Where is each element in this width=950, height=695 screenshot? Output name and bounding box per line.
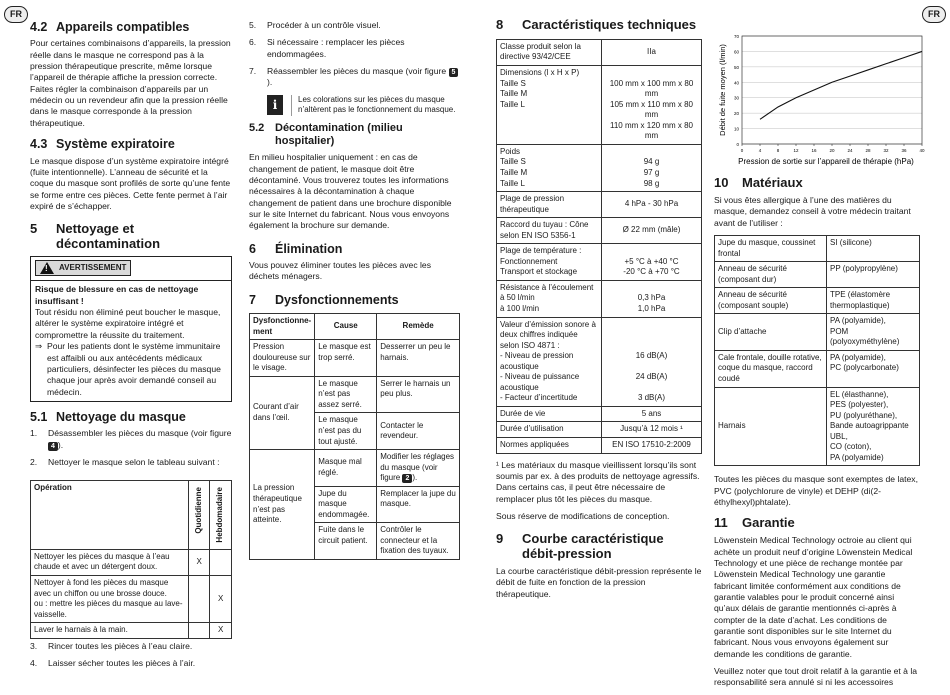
flow-pressure-chart <box>714 18 925 168</box>
footnote: ¹ Les matériaux du masque vieillissent lorsqu’ils sont soumis par ex. à des produits de nettoyage agressifs. Dans certains cas, il peut être nécessaire de remplacer plus tôt les pièces du masque. <box>496 459 700 504</box>
section-9-text: La courbe caractéristique débit-pression représente le débit de fuite en fonction de la pression thérapeutique. <box>496 566 702 599</box>
list-item: 2. Nettoyer le masque selon le tableau suivant : <box>30 456 220 467</box>
y-tick-label: 30 <box>733 95 739 101</box>
list-item: 6. Si nécessaire : remplacer les pièces endommagées. <box>249 37 405 59</box>
lang-badge-left: FR <box>4 6 28 23</box>
figure-ref: 5 <box>449 68 459 77</box>
section-11-heading: 11 Garantie <box>714 515 795 531</box>
section-10-text: Si vous êtes allergique à l’une des matières du masque, demandez conseil à votre médecin traitant avant de l’utiliser : <box>714 194 911 228</box>
warning-label: ! AVERTISSEMENT <box>35 260 131 276</box>
table-row: Anneau de sécurité (composant dur) PP (polypropylène) <box>715 262 920 288</box>
section-5-2-text: En milieu hospitalier uniquement : en cas de changement de patient, le masque doit être décontaminé. Vous trouverez toutes les informations nécessaires à la décontamination à chaque changement de patient dans une brochure disponible sur le site Internet du fabricant. Nous vous envoyons également la brochure sur demande. <box>249 152 452 231</box>
warning-bullet: Pour les patients dont le système immunitaire est affaibli ou aux antécédents médicaux particuliers, désinfecter les pièces du masque chaque jour après avoir demandé conseil au médecin. <box>47 341 221 397</box>
list-item: 3. Rincer toutes les pièces à l’eau claire. <box>30 640 193 651</box>
x-tick-label: 36 <box>901 148 907 153</box>
table-row: Classe produit selon la directive 93/42/CEE IIa <box>497 39 702 65</box>
table-row: Harnais EL (élasthanne), PES (polyester), PU (polyuréthane), Bande autoagrippante UBL, CO (coton), PA (polyamide) <box>715 387 920 466</box>
column-3 <box>496 18 702 606</box>
x-tick-label: 24 <box>847 148 853 153</box>
table-row: Poids Taille S Taille M Taille L 94 g 97 g 98 g <box>497 144 702 191</box>
table-row: Anneau de sécurité (composant souple) TPE (élastomère thermoplastique) <box>715 288 920 314</box>
x-tick-label: 16 <box>811 148 817 153</box>
table-row: Plage de pression thérapeutique 4 hPa - 30 hPa <box>497 192 702 218</box>
table-row: Dimensions (l x H x P) Taille S Taille M Taille L 100 mm x 100 mm x 80 mm 105 mm x 110 mm x 80 mm 110 mm x 120 mm x 80 mm <box>497 66 702 145</box>
table-header: Hebdomadaire <box>210 481 232 550</box>
table-row: Nettoyer à fond les pièces du masque avec un chiffon ou une brosse douce. ou : mettre les pièces du masque au lave-vaisselle. X <box>31 575 232 622</box>
x-tick-label: 40 <box>919 148 925 153</box>
warranty-text-1: Löwenstein Medical Technology octroie au client qui achète un produit neuf d’origine Löwenstein Medical Technology et une pièce de rechange montée par Löwenstein Medical Technology une garantie fabricant limitée conformément aux conditions de garantie valables pour le produit concerné ainsi qu’aux délais de garantie mentionnés ci-après à compter de la date d’achat. Les conditions de garantie sont disponibles sur le site Internet du fabricant. Nous vous envoyons également sur demande les conditions de garantie. <box>714 535 913 659</box>
y-tick-label: 40 <box>733 80 739 86</box>
x-tick-label: 28 <box>865 148 871 153</box>
table-row: Cale frontale, douille rotative, coque du masque, raccord coudé PA (polyamide), PC (polycarbonate) <box>715 350 920 387</box>
table-row: Courant d’air dans l’œil. Le masque n’est pas assez serré. Serrer le harnais un peu plus. <box>250 376 460 413</box>
series-line <box>760 51 922 119</box>
y-tick-label: 70 <box>733 34 739 39</box>
section-8-heading: 8 Caractéristiques techniques <box>496 17 697 32</box>
x-tick-label: 20 <box>829 148 835 153</box>
section-10-heading: 10 Matériaux <box>714 175 803 190</box>
column-1 <box>30 20 232 675</box>
table-row: Le masque n’est pas du tout ajusté. Contacter le revendeur. <box>250 413 460 450</box>
section-9-heading: 9 Courbe caractéristique débit-pression <box>496 531 664 562</box>
section-4-2-text: Pour certaines combinaisons d’appareils, la pression réelle dans le masque ne correspond pas à la pression thérapeutique prescrite, même lorsque l’appareil de thérapie affiche la pression correcte. Faites régler la combinaison d’appareils par un médecin ou un revendeur afin que la pression réelle dans le masque corresponde à la pression thérapeutique. <box>30 38 231 128</box>
x-tick-label: 12 <box>793 148 799 153</box>
column-2 <box>249 20 460 560</box>
warning-body: Tout résidu non éliminé peut boucher le masque, altérer le système expiratoire intégré et compromettre la réussite du traitement. <box>35 307 221 340</box>
list-item: 5. Procéder à un contrôle visuel. <box>249 20 381 30</box>
section-7-heading: 7 Dysfonctionnements <box>249 292 399 307</box>
table-row: Résistance à l’écoulement à 50 l/min à 100 l/min 0,3 hPa 1,0 hPa <box>497 280 702 317</box>
table-row: Valeur d’émission sonore à deux chiffres indiquée selon ISO 4871 : - Niveau de pression acoustique - Niveau de puissance acoustique - Facteur d’incertitude 16 dB(A) 24 dB(A) 3 dB(A) <box>497 317 702 406</box>
table-row: Clip d’attache PA (polyamide), POM (polyoxyméthylène) <box>715 314 920 351</box>
table-row: Durée de vie 5 ans <box>497 406 702 422</box>
arrow-icon: ⇒ <box>35 341 43 352</box>
y-tick-label: 60 <box>733 49 739 55</box>
table-header: Cause <box>315 314 377 340</box>
table-row: Jupe du masque, coussinet frontal SI (silicone) <box>715 235 920 261</box>
warning-box <box>30 256 232 402</box>
table-header: Quotidienne <box>188 481 210 550</box>
list-item: 7. Réassembler les pièces du masque (voir figure 5). <box>249 66 460 89</box>
x-tick-label: 8 <box>776 148 780 153</box>
table-row: Raccord du tuyau : Cône selon EN ISO 5356-1 Ø 22 mm (mâle) <box>497 218 702 244</box>
chart-svg <box>714 18 925 168</box>
table-header: Opération <box>31 481 189 550</box>
spec-table <box>496 39 702 454</box>
info-note-text: Les colorations sur les pièces du masque n’altèrent pas le fonctionnement du masque. <box>291 95 460 116</box>
latex-note: Toutes les pièces du masque sont exemptes de latex, PVC (polychlorure de vinyle) et DEHP (di(2-éthylhexyl)phtalate). <box>714 474 918 508</box>
design-reserve: Sous réserve de modifications de conception. <box>496 510 670 521</box>
column-4 <box>714 18 925 695</box>
table-row: Durée d’utilisation Jusqu’à 12 mois ¹ <box>497 422 702 438</box>
y-tick-label: 0 <box>736 142 739 147</box>
x-tick-label: 32 <box>883 148 889 153</box>
table-row: Jupe du masque endommagée. Remplacer la jupe du masque. <box>250 486 460 523</box>
info-note <box>267 95 460 116</box>
x-tick-label: 4 <box>758 148 762 153</box>
y-axis-label: Débit de fuite moyen (l/min) <box>718 44 727 136</box>
section-6-text: Vous pouvez éliminer toutes les pièces avec les déchets ménagers. <box>249 259 431 282</box>
table-row: Laver le harnais à la main. X <box>31 623 232 639</box>
table-row: Pression douloureuse sur le visage. Le masque est trop serré. Desserrer un peu le harnais. <box>250 340 460 377</box>
cleaning-steps-3 <box>249 20 460 89</box>
table-header: Remède <box>377 314 460 340</box>
x-axis-label: Pression de sortie sur l’appareil de thérapie (hPa) <box>738 157 914 166</box>
info-icon: i <box>267 95 283 115</box>
warning-triangle-icon: ! <box>40 262 54 274</box>
section-4-3-heading: 4.3 Système expiratoire <box>30 137 175 152</box>
troubleshooting-table <box>249 313 460 560</box>
y-tick-label: 20 <box>733 111 739 117</box>
section-5-2-heading: 5.2 Décontamination (milieu hospitalier) <box>249 121 403 147</box>
lang-badge-right: FR <box>922 6 946 23</box>
cleaning-table <box>30 480 232 638</box>
figure-ref: 4 <box>48 442 58 451</box>
table-row: Nettoyer les pièces du masque à l’eau chaude et avec un détergent doux. X <box>31 549 232 575</box>
x-tick-label: 0 <box>740 148 744 153</box>
table-row: Normes appliquées EN ISO 17510-2:2009 <box>497 437 702 453</box>
section-6-heading: 6 Élimination <box>249 241 343 256</box>
y-tick-label: 10 <box>733 126 739 132</box>
list-item: 4. Laisser sécher toutes les pièces à l’air. <box>30 658 196 669</box>
section-5-heading: 5 Nettoyage et décontamination <box>30 221 161 252</box>
table-row: Plage de température : Fonctionnement Transport et stockage +5 °C à +40 °C -20 °C à +70 °C <box>497 244 702 281</box>
y-tick-label: 50 <box>733 64 739 70</box>
figure-ref: 2 <box>402 474 412 483</box>
plot-frame <box>742 36 922 144</box>
table-row: Fuite dans le circuit patient. Contrôler le connecteur et la fixation des tuyaux. <box>250 523 460 560</box>
section-5-1-heading: 5.1 Nettoyage du masque <box>30 409 186 424</box>
materials-table <box>714 235 920 466</box>
section-4-3-text: Le masque dispose d’un système expiratoire intégré (fuite intentionnelle). L’anneau de sécurité et la coque du masque sont profilés de sorte qu’une fente se forme entre ces pièces. Cette fente permet à l’air expiré de s’échapper. <box>30 155 231 211</box>
cleaning-steps <box>30 428 232 468</box>
warranty-text-2: Veuillez noter que tout droit relatif à la garantie et à la responsabilité sera annulé si ni les accessoires <box>714 666 918 688</box>
list-item: 1. Désassembler les pièces du masque (voir figure 4 ). <box>30 428 232 450</box>
table-header: Dysfonctionne-ment <box>250 314 315 340</box>
warning-head: Risque de blessure en cas de nettoyage insuffisant ! <box>35 284 199 306</box>
cleaning-steps-2 <box>30 641 232 670</box>
table-row: La pression thérapeutique n’est pas atteinte. Masque mal réglé. Modifier les réglages du masque (voir figure 2 ). <box>250 450 460 487</box>
section-4-2-heading: 4.2 Appareils compatibles <box>30 20 190 34</box>
